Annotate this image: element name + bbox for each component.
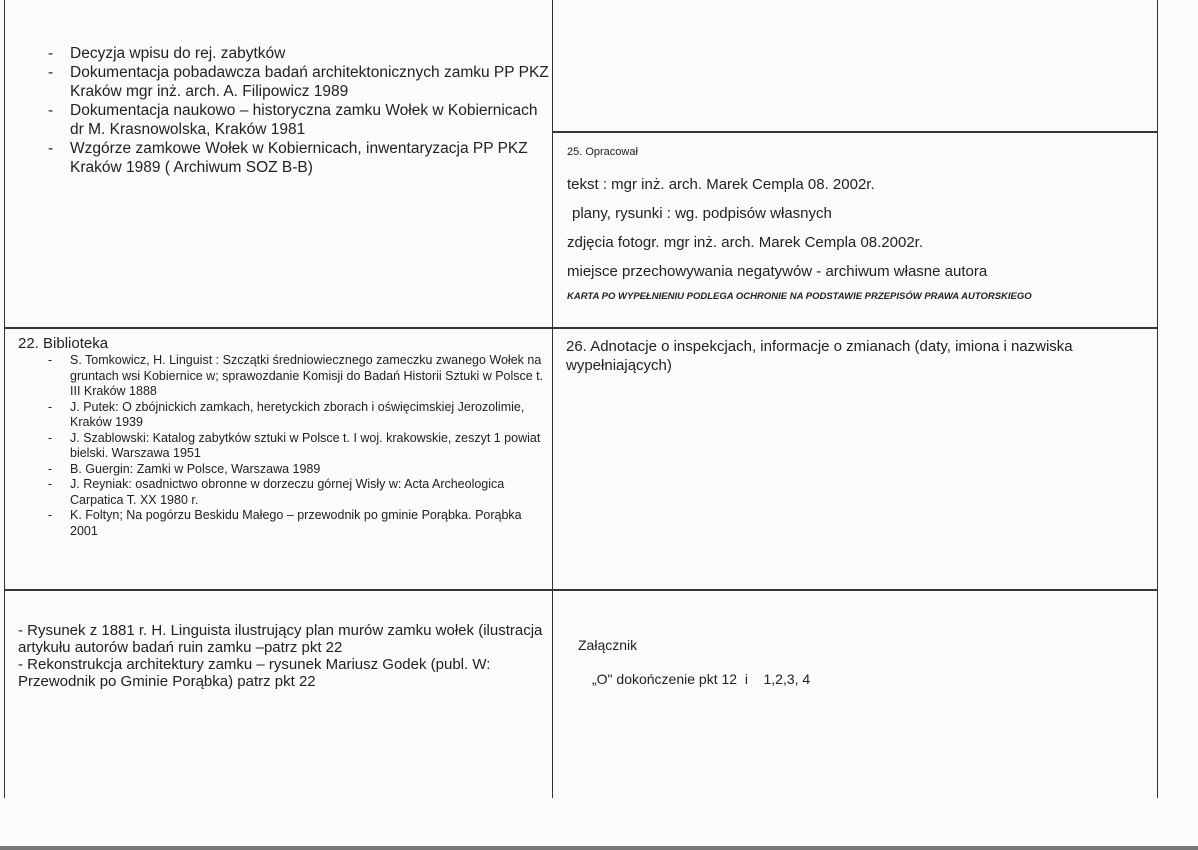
list-item: - Decyzja wpisu do rej. zabytków xyxy=(70,44,550,63)
cell-attachment xyxy=(578,637,1148,687)
cell-22-library xyxy=(18,334,553,539)
list-item: - J. Szablowski: Katalog zabytków sztuki w Polsce t. I woj. krakowskie, zeszyt 1 powiat bielski. Warszawa 1951 xyxy=(70,431,548,462)
cell-drawings xyxy=(18,622,548,690)
list-item: - Wzgórze zamkowe Wołek w Kobiernicach, inwentaryzacja PP PKZ Kraków 1989 ( Archiwum SOZ B-B) xyxy=(70,139,550,177)
list-item: - Dokumentacja pobadawcza badań architektonicznych zamku PP PKZ Kraków mgr inż. arch. A. Filipowicz 1989 xyxy=(70,63,550,101)
documents-cell xyxy=(70,44,550,177)
cell-26-annotations: 26. Adnotacje o inspekcjach, informacje o zmianach (daty, imiona i nazwiska wypełniających) xyxy=(566,338,1073,374)
attachment-text: „O" dokończenie pkt 12 i 1,2,3, 4 xyxy=(592,671,811,687)
list-item: - B. Guergin: Zamki w Polsce, Warszawa 1989 xyxy=(70,462,548,478)
attachment-heading: Załącznik xyxy=(578,637,638,653)
drawing-item: - Rekonstrukcja architektury zamku – rysunek Mariusz Godek (publ. W: Przewodnik po Gminie Porąbka) patrz pkt 22 xyxy=(18,656,491,690)
row-divider-2 xyxy=(4,589,1158,591)
photos-author: zdjęcia fotogr. mgr inż. arch. Marek Cempla 08.2002r. xyxy=(567,233,924,251)
table-border-right xyxy=(1157,0,1158,798)
list-item: - J. Putek: O zbójnickich zamkach, heretyckich zborach i oświęcimskiej Jerozolimie, Kraków 1939 xyxy=(70,400,548,431)
list-item: - K. Foltyn; Na pogórzu Beskidu Małego – przewodnik po gminie Porąbka. Porąbka 2001 xyxy=(70,508,548,539)
copyright-notice: KARTA PO WYPEŁNIENIU PODLEGA OCHRONIE NA PODSTAWIE PRZEPISÓW PRAWA AUTORSKIEGO xyxy=(567,290,1032,302)
table-border-left xyxy=(4,0,5,798)
list-item: - S. Tomkowicz, H. Linguist : Szczątki średniowiecznego zameczku zwanego Wołek na gruntach wsi Kobiernice w; sprawozdanie Komisji do Badań Historii Sztuki w Polsce t. III Kraków 1888 xyxy=(70,353,548,400)
text-author: tekst : mgr inż. arch. Marek Cempla 08. 2002r. xyxy=(567,175,875,193)
list-item: - Dokumentacja naukowo – historyczna zamku Wołek w Kobiernicach dr M. Krasnowolska, Kraków 1981 xyxy=(70,101,550,139)
scan-edge xyxy=(0,846,1198,850)
drawing-item: - Rysunek z 1881 r. H. Linguista ilustrujący plan murów zamku wołek (ilustracja artykułu autorów badań ruin zamku –patrz pkt 22 xyxy=(18,622,543,656)
negatives-location: miejsce przechowywania negatywów - archiwum własne autora xyxy=(567,262,988,280)
list-item: - J. Reyniak: osadnictwo obronne w dorzeczu górnej Wisły w: Acta Archeologica Carpatica T. XX 1980 r. xyxy=(70,477,548,508)
row-divider-1 xyxy=(4,327,1158,329)
row-divider-right-top xyxy=(552,131,1158,133)
plans-author: plany, rysunki : wg. podpisów własnych xyxy=(572,204,832,222)
cell-22-heading: 22. Biblioteka xyxy=(18,335,109,352)
cell-25-heading: 25. Opracował xyxy=(567,146,638,158)
cell-25-prepared-by xyxy=(567,145,1157,302)
